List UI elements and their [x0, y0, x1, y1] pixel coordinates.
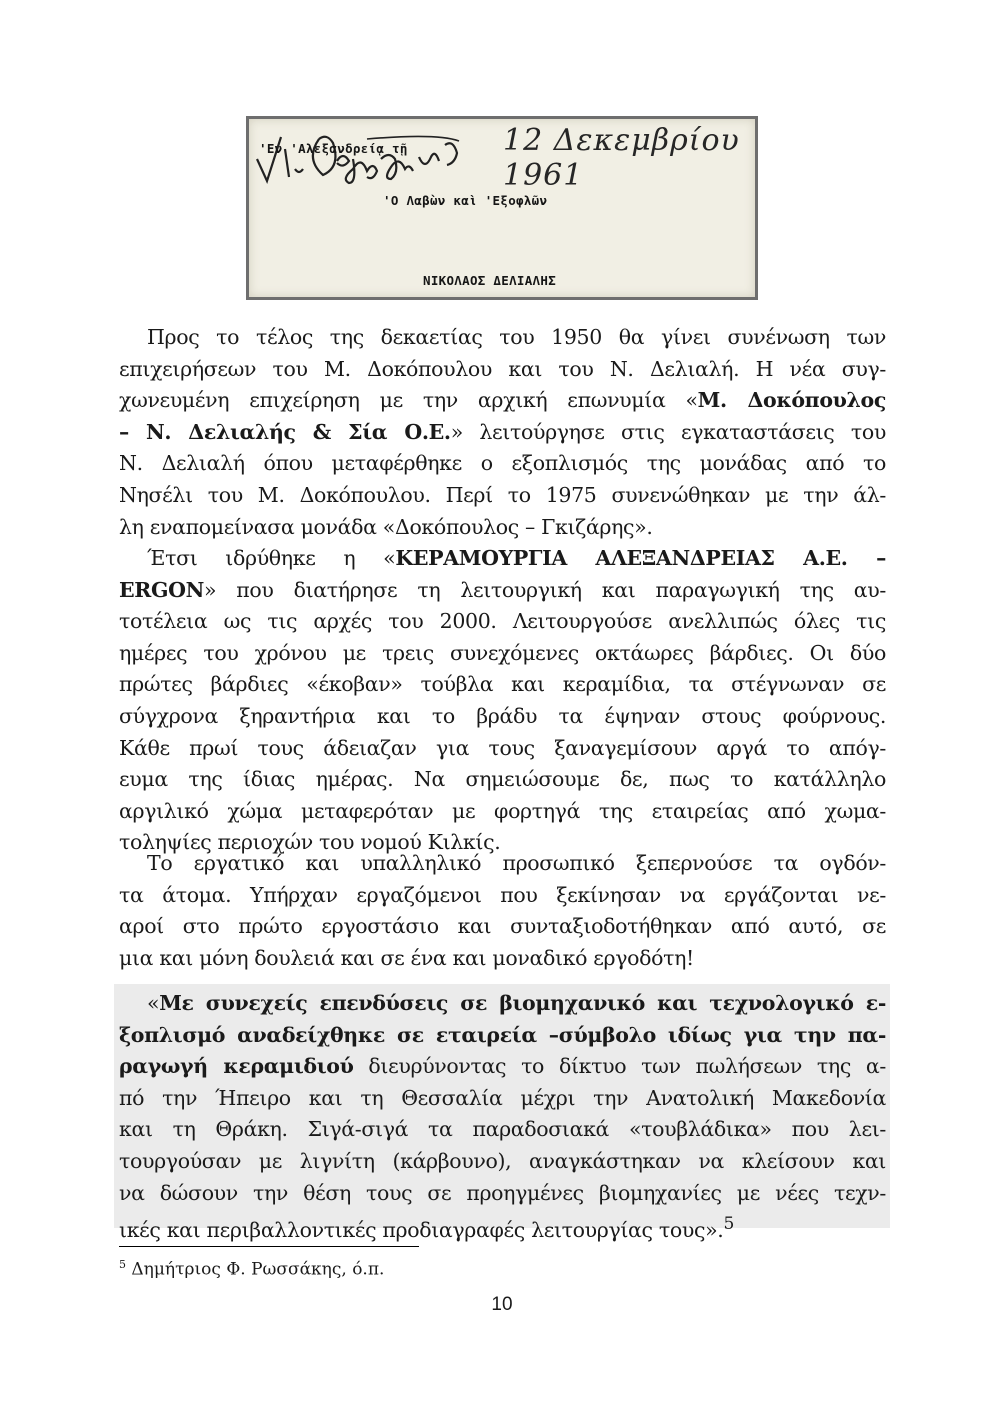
- text-line: τοτέλεια ως τις αρχές του 2000. Λειτουργούσε ανελλιπώς όλες τις: [119, 609, 886, 634]
- text-line: τουργούσαν με λιγνίτη (κάρβουνο), αναγκάστηκαν να κλείσουν και: [119, 1148, 886, 1173]
- footnote: [119, 1258, 384, 1280]
- text-line: Προς το τέλος της δεκαετίας του 1950 θα γίνει συνένωση των: [147, 325, 886, 349]
- text-line: «Με συνεχείς επενδύσεις σε βιομηχανικό και τεχνολογικό ε-: [147, 991, 886, 1015]
- text-line: μια και μόνη δουλειά και σε ένα και μοναδικό εργοδότη!: [119, 945, 694, 970]
- text-line: ERGON» που διατήρησε τη λειτουργική και παραγωγική της αυ-: [119, 577, 886, 602]
- text-line: χωνευμένη επιχείρηση με την αρχική επωνυμία «Μ. Δοκόπουλος: [119, 388, 886, 413]
- text-line: – Ν. Δελιαλής & Σία Ο.Ε.» λειτούργησε στις εγκαταστάσεις του: [119, 419, 887, 444]
- receipt-printed-name: ΝΙΚΟΛΑΟΣ ΔΕΛΙΑΛΗΣ: [423, 273, 557, 288]
- footnote-number: 5: [119, 1258, 126, 1271]
- text-line: ευμα της ίδιας ημέρας. Να σημειώσουμε δε, πως το κατάλληλο: [119, 767, 886, 792]
- text-line: Νησέλι του Μ. Δοκόπουλου. Περί το 1975 συνενώθηκαν με την άλ-: [119, 482, 886, 507]
- paragraph-3: [119, 848, 886, 974]
- text-line: αροί στο πρώτο εργοστάσιο και συνταξιοδοτήθηκαν από αυτό, σε: [119, 914, 886, 939]
- receipt-image: [246, 116, 758, 300]
- text-line: Το εργατικό και υπαλληλικό προσωπικό ξεπερνούσε τα ογδόν-: [147, 851, 886, 875]
- text-line: τα άτομα. Υπήρχαν εργαζόμενοι που ξεκίνησαν να εργάζονται νε-: [119, 882, 886, 907]
- text-line: πό την Ήπειρο και τη Θεσσαλία μέχρι την Ανατολική Μακεδονία: [119, 1085, 886, 1110]
- receipt-handwritten-date: 12 Δεκεμβρίου 1961: [503, 123, 740, 193]
- text-line: Κάθε πρωί τους άδειαζαν για τους ξαναγεμίσουν αργά το απόγ-: [119, 735, 886, 760]
- text-line: αργιλικό χώμα μεταφερόταν με φορτηγά της εταιρείας από χωμα-: [119, 798, 886, 823]
- page-number: 10: [491, 1294, 513, 1315]
- company-name-bold: ΚΕΡΑΜΟΥΡΓΙΑ ΑΛΕΞΑΝΔΡΕΙΑΣ Α.Ε. –: [395, 546, 886, 570]
- text-line: ξοπλισμό αναδείχθηκε σε εταιρεία –σύμβολο ιδίως για την πα-: [119, 1022, 886, 1047]
- company-name-bold: ERGON: [119, 577, 205, 602]
- receipt-received-line: 'Ο Λαβὼν καὶ 'Εξοφλῶν: [383, 193, 548, 208]
- text-line: και τη Θράκη. Σιγά-σιγά τα παραδοσιακά «τουβλάδικα» που λει-: [119, 1117, 886, 1142]
- quote-paragraph: [119, 988, 886, 1247]
- text-line: ικές και περιβαλλοντικές προδιαγραφές λειτουργίας τους».$^5$: [119, 1214, 734, 1242]
- text-line: Ν. Δελιαλή όπου μεταφέρθηκε ο εξοπλισμός της μονάδας από το: [119, 451, 886, 476]
- text-line: τοληψίες περιοχών του νομού Κιλκίς.: [119, 830, 501, 855]
- text-line: λη εναπομείνασα μονάδα «Δοκόπουλος – Γκιζάρης».: [119, 514, 653, 539]
- footnote-rule: [119, 1246, 419, 1247]
- footnote-text: Δημήτριος Φ. Ρωσσάκης, ό.π.: [126, 1259, 385, 1280]
- footnote-reference: 5: [723, 1214, 734, 1235]
- paragraph-2: [119, 543, 886, 859]
- text-line: ημέρες του χρόνου με τρεις συνεχόμενες οκτάωρες βάρδιες. Οι δύο: [119, 640, 886, 665]
- text-line: πρώτες βάρδιες «έκοβαν» τούβλα και κεραμίδια, τα στέγνωναν σε: [119, 672, 886, 697]
- company-name-bold: – Ν. Δελιαλής & Σία Ο.Ε.: [119, 419, 451, 444]
- company-name-bold: Μ. Δοκόπουλος: [697, 388, 886, 413]
- paragraph-1: [119, 322, 886, 543]
- text-line: ραγωγή κεραμιδιού διευρύνοντας το δίκτυο των πωλήσεων της α-: [119, 1054, 886, 1079]
- receipt-place-line: 'Εν 'Αλεξανδρείᾳ τῇ: [259, 141, 408, 156]
- text-line: Έτσι ιδρύθηκε η «ΚΕΡΑΜΟΥΡΓΙΑ ΑΛΕΞΑΝΔΡΕΙΑΣ Α.Ε. –: [147, 546, 886, 570]
- text-line: να δώσουν την θέση τους σε προηγμένες βιομηχανίες με νέες τεχν-: [119, 1180, 886, 1205]
- text-line: επιχειρήσεων του Μ. Δοκόπουλου και του Ν. Δελιαλή. Η νέα συγ-: [119, 356, 886, 381]
- text-line: σύγχρονα ξηραντήρια και το βράδυ τα έψηναν στους φούρνους.: [119, 703, 886, 728]
